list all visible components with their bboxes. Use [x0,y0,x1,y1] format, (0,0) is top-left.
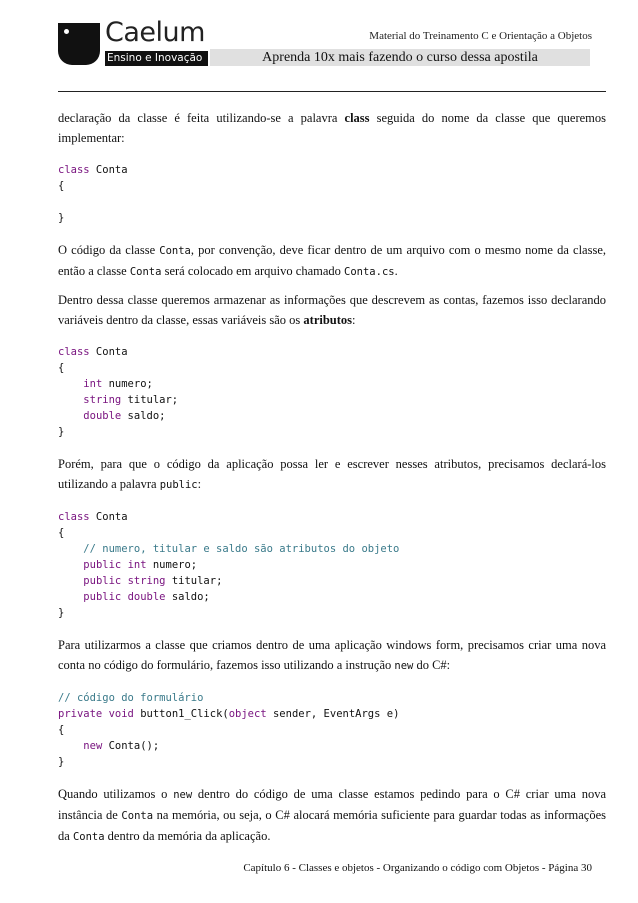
code-block-3: class Conta { // numero, titular e saldo são atributos do objeto public int numero; public string titular; public double saldo; } [58,511,400,619]
promo-banner: Aprenda 10x mais fazendo o curso dessa apostila [210,49,590,66]
code-block-4: // código do formulário private void button1_Click(object sender, EventArgs e) { new Conta(); } [58,692,400,768]
paragraph-4: Porém, para que o código da aplicação possa ler e escrever nesses atributos, precisamos declará-los utilizando a palavra public: [58,457,606,491]
page-content [58,108,606,847]
code-block-1: class Conta { } [58,164,128,224]
brand-name: Caelum [105,17,205,48]
paragraph-3: Dentro dessa classe queremos armazenar as informações que descrevem as contas, fazemos isso declarando variáveis dentro da classe, essas variáveis são os atributos: [58,293,606,327]
paragraph-1: declaração da classe é feita utilizando-se a palavra class seguida do nome da classe que queremos implementar: [58,111,606,145]
code-block-2: class Conta { int numero; string titular; double saldo; } [58,346,179,438]
course-title: Material do Treinamento C e Orientação a Objetos [369,30,592,42]
page-footer: Capítulo 6 - Classes e objetos - Organizando o código com Objetos - Página 30 [243,862,592,874]
caelum-logo [58,17,208,73]
paragraph-2: O código da classe Conta, por convenção, deve ficar dentro de um arquivo com o mesmo nome da classe, então a classe Conta será colocado em arquivo chamado Conta.cs. [58,243,606,278]
paragraph-6: Quando utilizamos o new dentro do código de uma classe estamos pedindo para o C# criar uma nova instância de Conta na memória, ou seja, o C# alocará memória suficiente para guardar todas as informações da Conta dentro da memória da aplicação. [58,787,606,843]
header-divider [58,91,606,92]
paragraph-5: Para utilizarmos a classe que criamos dentro de uma aplicação windows form, precisamos criar uma nova conta no código do formulário, fazemos isso utilizando a instrução new do C#: [58,638,606,672]
logo-mark-icon [58,23,100,65]
brand-tagline: Ensino e Inovação [105,51,208,66]
